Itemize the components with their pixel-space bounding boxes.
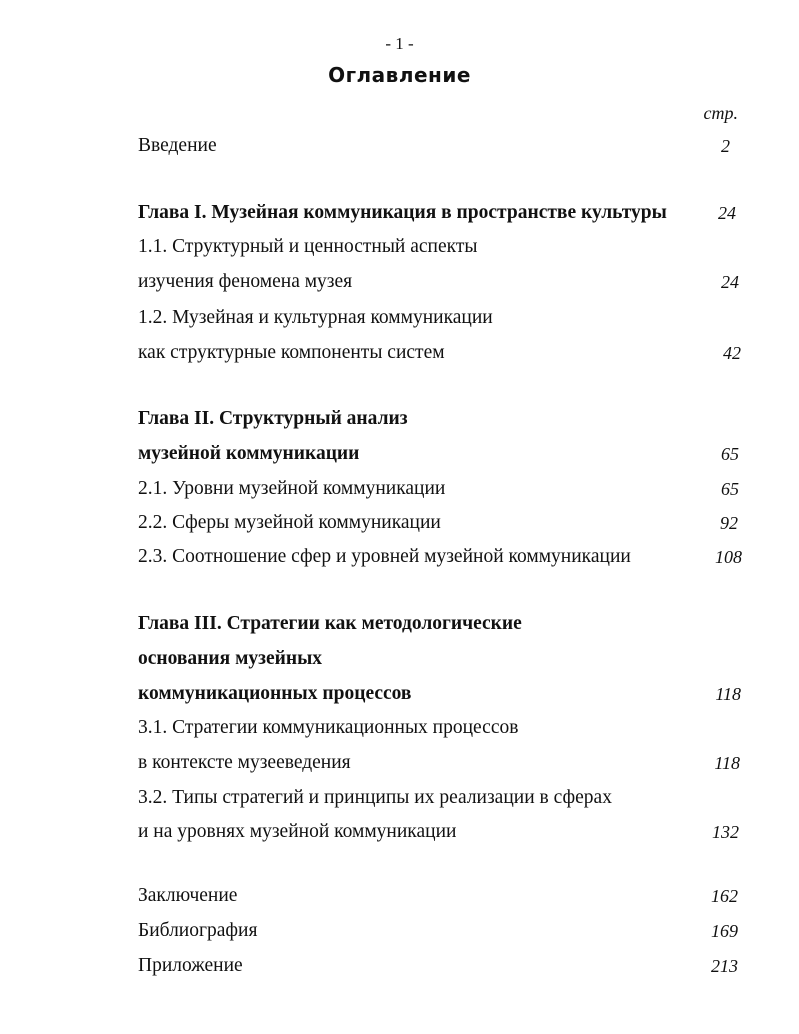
toc-page-section-1-2: 42 bbox=[723, 343, 741, 363]
toc-page-section-3-1: 118 bbox=[714, 753, 740, 773]
toc-section-3-2-line2: и на уровнях музейной коммуникации bbox=[138, 821, 457, 842]
toc-chapter-3-title-line3: коммуникационных процессов bbox=[138, 683, 412, 704]
toc-page-conclusion: 162 bbox=[711, 886, 738, 906]
toc-section-1-2-line2: как структурные компоненты систем bbox=[138, 342, 445, 363]
toc-entry-intro: Введение bbox=[138, 135, 217, 156]
toc-page-section-1-1: 24 bbox=[721, 272, 739, 292]
toc-page-appendix: 213 bbox=[711, 956, 738, 976]
toc-section-1-1-line1: 1.1. Структурный и ценностный аспекты bbox=[138, 236, 478, 257]
toc-page-chapter-2: 65 bbox=[721, 444, 739, 464]
toc-chapter-3-title-line1: Глава III. Стратегии как методологические bbox=[138, 613, 522, 634]
toc-page-section-2-1: 65 bbox=[721, 479, 739, 499]
page-title: Оглавление bbox=[328, 63, 471, 87]
toc-section-3-1-line2: в контексте музееведения bbox=[138, 752, 351, 773]
toc-section-2-1: 2.1. Уровни музейной коммуникации bbox=[138, 478, 446, 499]
toc-entry-bibliography: Библиография bbox=[138, 920, 258, 941]
toc-page-section-2-3: 108 bbox=[715, 547, 742, 567]
toc-page-bibliography: 169 bbox=[711, 921, 738, 941]
toc-entry-conclusion: Заключение bbox=[138, 885, 238, 906]
toc-chapter-2-title-line2: музейной коммуникации bbox=[138, 443, 360, 464]
toc-section-2-2: 2.2. Сферы музейной коммуникации bbox=[138, 512, 441, 533]
toc-chapter-2-title-line1: Глава II. Структурный анализ bbox=[138, 408, 408, 429]
toc-chapter-1-title: Глава I. Музейная коммуникация в пространстве культуры bbox=[138, 202, 667, 223]
toc-page-section-3-2: 132 bbox=[712, 822, 739, 842]
toc-page-chapter-1: 24 bbox=[718, 203, 736, 223]
toc-page-section-2-2: 92 bbox=[720, 513, 738, 533]
toc-page-intro: 2 bbox=[721, 136, 730, 156]
toc-entry-appendix: Приложение bbox=[138, 955, 243, 976]
toc-section-1-2-line1: 1.2. Музейная и культурная коммуникации bbox=[138, 307, 493, 328]
page-column-header: стр. bbox=[703, 103, 738, 123]
toc-page-chapter-3: 118 bbox=[715, 684, 741, 704]
toc-section-1-1-line2: изучения феномена музея bbox=[138, 271, 353, 292]
toc-section-2-3: 2.3. Соотношение сфер и уровней музейной коммуникации bbox=[138, 546, 631, 567]
page-number: - 1 - bbox=[385, 34, 414, 53]
toc-section-3-1-line1: 3.1. Стратегии коммуникационных процессов bbox=[138, 717, 519, 738]
toc-chapter-3-title-line2: основания музейных bbox=[138, 648, 323, 669]
toc-section-3-2-line1: 3.2. Типы стратегий и принципы их реализации в сферах bbox=[138, 787, 612, 808]
